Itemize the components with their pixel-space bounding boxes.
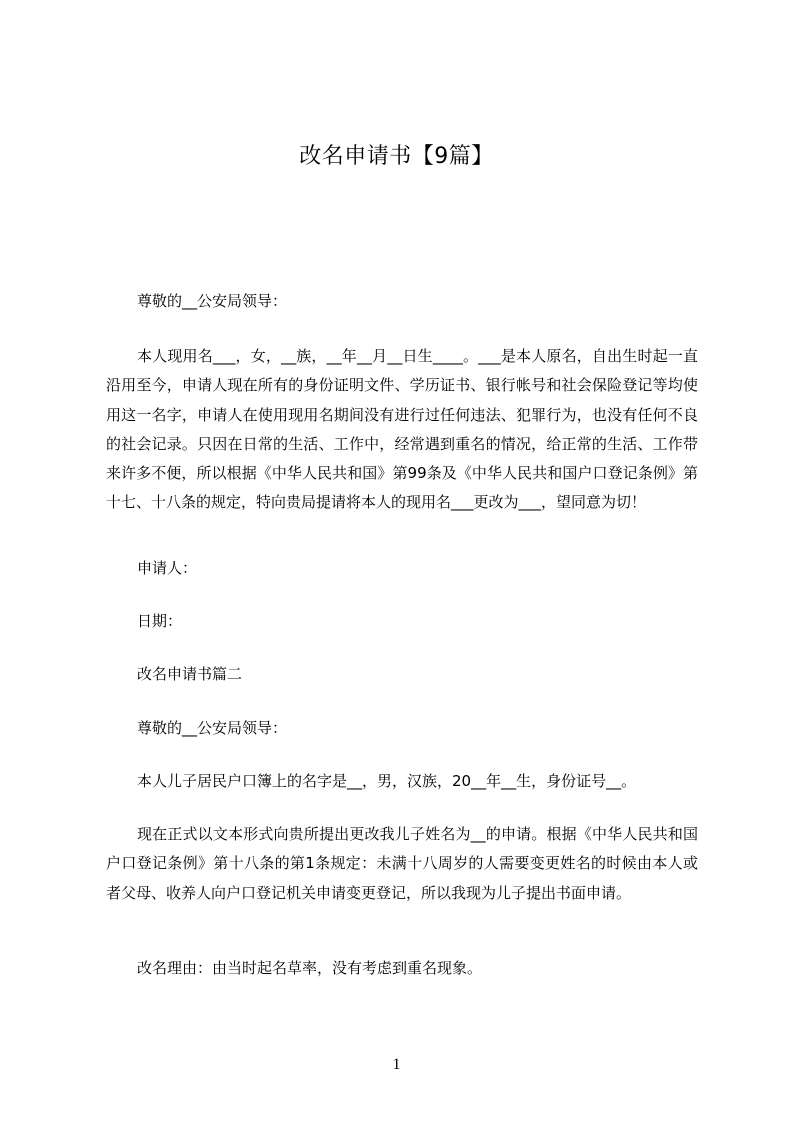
- body-paragraph-2: 本人儿子居民户口簿上的名字是__，男，汉族，20__年__生，身份证号__。: [137, 772, 637, 790]
- document-title: 改名申请书【9篇】: [299, 144, 494, 169]
- section-2-heading: 改名申请书篇二: [137, 665, 243, 683]
- body-paragraph-1: 本人现用名___，女，__族，__年__月__日生____。___是本人原名，自出生时起一直沿用至今，申请人现在所有的身份证明文件、学历证书、银行帐号和社会保险登记等均使用这一名字，申请人在使用现用名期间没有进行过任何违法、犯罪行为，也没有任何不良的社会记录。只因在日常的生活、工作中，经常遇到重名的情况，给正常的生活、工作带来许多不便，所以根据《中华人民共和国》第99条及《中华人民共和国户口登记条例》第十七、十八条的规定，特向贵局提请将本人的现用名___更改为___，望同意为切！: [106, 347, 698, 512]
- date-label: 日期：: [137, 612, 183, 630]
- body-paragraph-3: 现在正式以文本形式向贵所提出更改我儿子姓名为__的申请。根据《中华人民共和国户口登记条例》第十八条的第1条规定：未满十八周岁的人需要变更姓名的时候由本人或者父母、收养人向户口登记机关申请变更登记，所以我现为儿子提出书面申请。: [106, 825, 698, 902]
- page-number: 1: [392, 1056, 401, 1073]
- applicant-label: 申请人：: [137, 559, 198, 577]
- salutation-2: 尊敬的__公安局领导：: [137, 719, 288, 737]
- salutation-1: 尊敬的__公安局领导：: [137, 292, 288, 310]
- rename-reason: 改名理由：由当时起名草率，没有考虑到重名现象。: [137, 959, 483, 977]
